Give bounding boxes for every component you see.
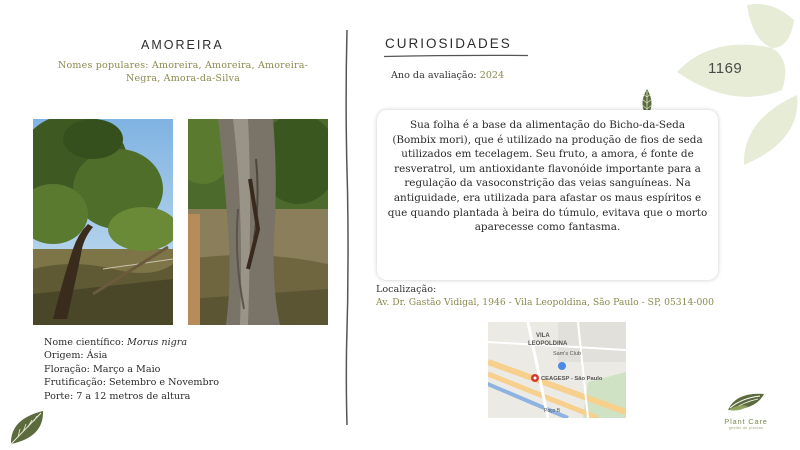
tree-photo-1	[33, 119, 173, 325]
tree-photo-2	[188, 119, 328, 325]
popular-names: Nomes populares: Amoreira, Amoreira, Amoreira-Negra, Amora-da-Silva	[58, 60, 308, 84]
brand-name: Plant Care	[724, 417, 768, 426]
plant-title: AMOREIRA	[141, 38, 224, 52]
plant-info	[44, 336, 219, 403]
title-underline	[384, 54, 528, 58]
evaluation-year	[391, 70, 504, 81]
decorative-leaves	[672, 0, 800, 175]
brand-logo	[716, 390, 776, 430]
map-district-line1: VILA	[536, 333, 550, 339]
year-value: 2024	[479, 70, 505, 81]
flowering: Floração: Março a Maio	[44, 363, 161, 375]
column-divider	[344, 30, 350, 425]
location-map[interactable]	[488, 322, 626, 418]
record-number: 1169	[708, 60, 743, 77]
scientific-name	[44, 336, 219, 349]
brand-tagline: gestão de plantas	[728, 426, 764, 430]
location-address: Av. Dr. Gastão Vidigal, 1946 - Vila Leopoldina, São Paulo - SP, 05314-000	[376, 297, 714, 308]
plant-size: Porte: 7 a 12 metros de altura	[44, 390, 191, 402]
map-bottom-label: Poço B	[544, 408, 561, 414]
origin: Origem: Ásia	[44, 350, 108, 362]
year-label: Ano da avaliação:	[391, 70, 480, 81]
leaf-icon	[8, 407, 48, 447]
scientific-name-label: Nome científico:	[44, 337, 128, 348]
map-store: Sam's Club	[553, 351, 581, 357]
map-pin-label: CEAGESP - São Paulo	[541, 376, 603, 382]
curiosity-text-box: Sua folha é a base da alimentação do Bicho-da-Seda (Bombix mori), que é utilizado na produção de fios de seda utilizados em tecelagem. Seu fruto, a amora, é fonte de resveratrol, um antioxidante flavonóide importante para a regulação da vasoconstrição das veias sanguíneas. Na antiguidade, era utilizada para afastar os maus espíritos e que quando plantada à beira do túmulo, evitava que o morto aparecesse como fantasma.	[377, 110, 718, 280]
scientific-name-value: Morus nigra	[127, 337, 188, 348]
brand-leaf-icon	[726, 390, 766, 412]
fruiting: Frutificação: Setembro e Novembro	[44, 377, 220, 389]
location-label: Localização:	[376, 284, 437, 295]
curiosities-title: CURIOSIDADES	[385, 36, 512, 51]
map-district-line2: LEOPOLDINA	[528, 341, 568, 347]
